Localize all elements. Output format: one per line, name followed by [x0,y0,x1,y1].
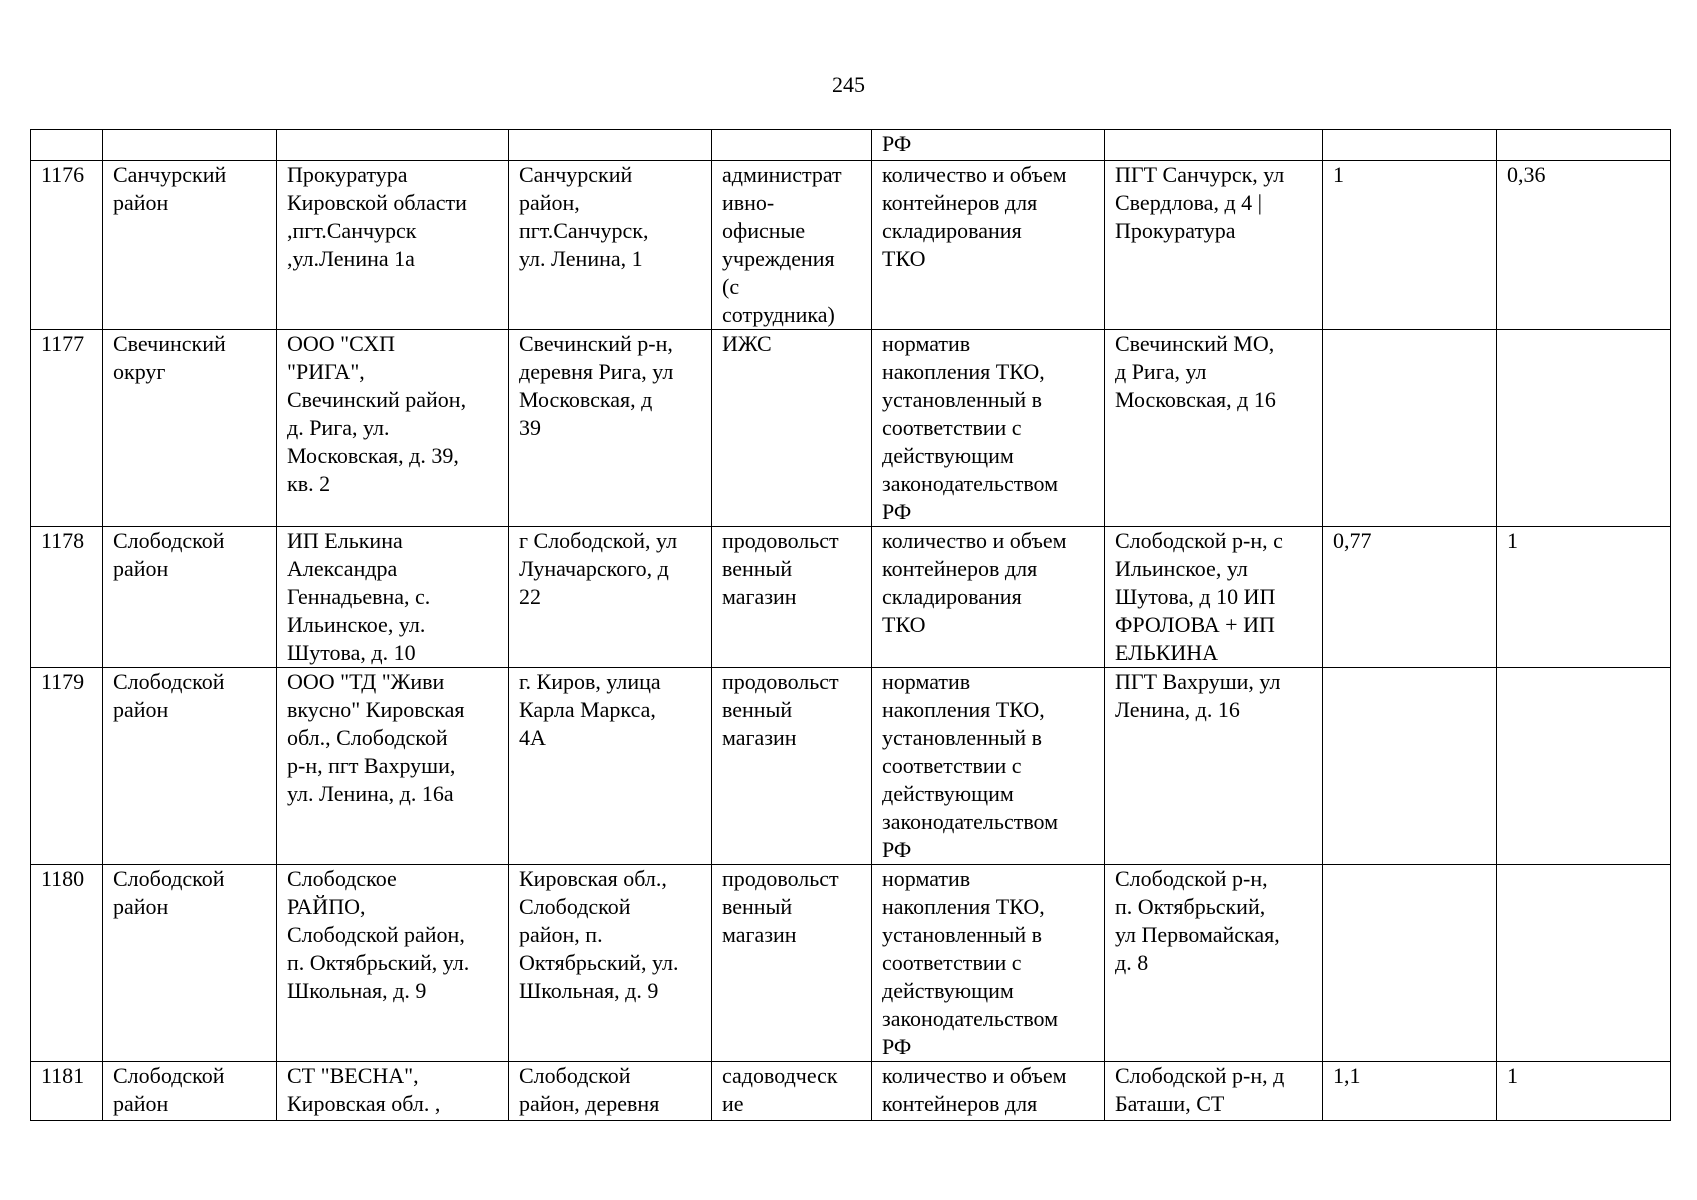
cell-num: 1179 [31,668,103,865]
cell-district: Слободской район [103,527,277,668]
cell-val1: 1,1 [1323,1062,1497,1121]
cell-val2 [1497,330,1671,527]
cell-category: продовольст венный магазин [712,668,872,865]
continuation-row [31,130,1671,161]
cell-address: Свечинский р-н, деревня Рига, ул Московская, д 39 [509,330,712,527]
cell-org: ООО "СХП "РИГА", Свечинский район, д. Рига, ул. Московская, д. 39, кв. 2 [277,330,509,527]
cell-val1 [1323,130,1497,161]
cell-val2 [1497,668,1671,865]
cell-val2: 0,36 [1497,161,1671,330]
cell-val2 [1497,130,1671,161]
cell-val1 [1323,865,1497,1062]
cell-category: администрат ивно- офисные учреждения (с сотрудника) [712,161,872,330]
cell-site: Свечинский МО, д Рига, ул Московская, д 16 [1105,330,1323,527]
cell-address: г. Киров, улица Карла Маркса, 4А [509,668,712,865]
cell-site: ПГТ Вахруши, ул Ленина, д. 16 [1105,668,1323,865]
cell-district: Слободской район [103,1062,277,1121]
cell-method: количество и объем контейнеров для складирования ТКО [872,161,1105,330]
table-row [31,865,1671,1062]
cell-val2: 1 [1497,1062,1671,1121]
cell-category [712,130,872,161]
cell-method: количество и объем контейнеров для складирования ТКО [872,527,1105,668]
cell-org: Прокуратура Кировской области ,пгт.Санчурск ,ул.Ленина 1а [277,161,509,330]
cell-val2: 1 [1497,527,1671,668]
table-row [31,527,1671,668]
table-row [31,668,1671,865]
cell-val1: 1 [1323,161,1497,330]
cell-num: 1177 [31,330,103,527]
cell-address: Санчурский район, пгт.Санчурск, ул. Ленина, 1 [509,161,712,330]
waste-registry-table [30,129,1671,1121]
page-number: 245 [832,72,865,97]
cell-address [509,130,712,161]
cell-site: Слободской р-н, д Баташи, СТ [1105,1062,1323,1121]
table-row [31,1062,1671,1121]
cell-org: ООО "ТД "Живи вкусно" Кировская обл., Слободской р-н, пгт Вахруши, ул. Ленина, д. 16а [277,668,509,865]
cell-category: садоводческ ие [712,1062,872,1121]
cell-category: ИЖС [712,330,872,527]
cell-num: 1176 [31,161,103,330]
cell-val1 [1323,330,1497,527]
cell-category: продовольст венный магазин [712,527,872,668]
cell-org: ИП Елькина Александра Геннадьевна, с. Ильинское, ул. Шутова, д. 10 [277,527,509,668]
cell-district: Слободской район [103,668,277,865]
cell-address: Кировская обл., Слободской район, п. Октябрьский, ул. Школьная, д. 9 [509,865,712,1062]
cell-org [277,130,509,161]
cell-site [1105,130,1323,161]
cell-district: Свечинский округ [103,330,277,527]
cell-num [31,130,103,161]
cell-district: Слободской район [103,865,277,1062]
cell-site: ПГТ Санчурск, ул Свердлова, д 4 | Прокуратура [1105,161,1323,330]
cell-site: Слободской р-н, п. Октябрьский, ул Первомайская, д. 8 [1105,865,1323,1062]
cell-org: Слободское РАЙПО, Слободской район, п. Октябрьский, ул. Школьная, д. 9 [277,865,509,1062]
table-row [31,330,1671,527]
cell-district: Санчурский район [103,161,277,330]
cell-address: Слободской район, деревня [509,1062,712,1121]
cell-method: норматив накопления ТКО, установленный в соответствии с действующим законодательством РФ [872,668,1105,865]
table-row [31,161,1671,330]
cell-org: СТ "ВЕСНА", Кировская обл. , [277,1062,509,1121]
cell-category: продовольст венный магазин [712,865,872,1062]
cell-address: г Слободской, ул Луначарского, д 22 [509,527,712,668]
cell-val2 [1497,865,1671,1062]
cell-method: норматив накопления ТКО, установленный в соответствии с действующим законодательством РФ [872,865,1105,1062]
cell-site: Слободской р-н, с Ильинское, ул Шутова, д 10 ИП ФРОЛОВА + ИП ЕЛЬКИНА [1105,527,1323,668]
cell-val1: 0,77 [1323,527,1497,668]
cell-num: 1180 [31,865,103,1062]
cell-district [103,130,277,161]
cell-val1 [1323,668,1497,865]
cell-num: 1178 [31,527,103,668]
cell-num: 1181 [31,1062,103,1121]
cell-method: норматив накопления ТКО, установленный в соответствии с действующим законодательством РФ [872,330,1105,527]
cell-method: РФ [872,130,1105,161]
cell-method: количество и объем контейнеров для [872,1062,1105,1121]
